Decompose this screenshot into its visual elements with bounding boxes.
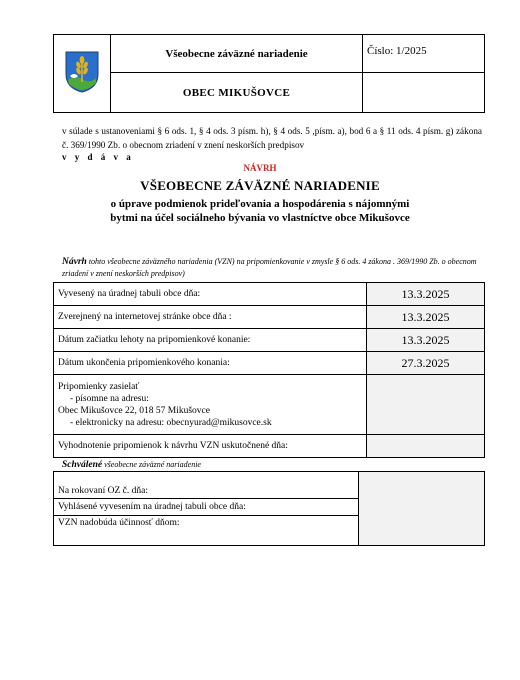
regulation-title: VŠEOBECNE ZÁVÄZNÉ NARIADENIE — [140, 178, 380, 193]
header-empty-cell — [363, 73, 485, 113]
coat-of-arms-icon — [64, 50, 100, 94]
email-address[interactable]: - elektronicky na adresu: obecnyurad@mikusovce.sk — [70, 417, 272, 428]
draft-note — [62, 256, 482, 279]
coat-of-arms-cell — [54, 35, 111, 113]
table-row — [54, 283, 485, 306]
municipality-name: OBEC MIKUŠOVCE — [111, 73, 363, 113]
header-table — [53, 34, 485, 113]
draft-note-lead: Návrh — [62, 257, 87, 267]
send-comments-line: - písomne na adresu: — [70, 393, 149, 404]
empty-cell — [359, 472, 485, 546]
row-label: Zverejnený na internetovej stránke obce dňa : — [54, 306, 367, 329]
row-date: 27.3.2025 — [367, 352, 485, 375]
row-label: Vyhodnotenie pripomienok k návrhu VZN uskutočnené dňa: — [54, 435, 367, 458]
row-label: Vyhlásené vyvesením na úradnej tabuli obce dňa: — [54, 499, 359, 516]
approval-table — [53, 471, 485, 546]
legal-basis-text: v súlade s ustanoveniami § 6 ods. 1, § 4 ods. 3 písm. h), § 4 ods. 5 ,písm. a), bod 6 a § 11 ods. 4 písm. g) zákona č. 369/1990 Zb. o obecnom zriadení v znení neskorších predpisov — [62, 126, 482, 150]
row-label: Vyvesený na úradnej tabuli obce dňa: — [54, 283, 367, 306]
row-label: VZN nadobúda účinnosť dňom: — [54, 516, 359, 546]
table-row — [54, 435, 485, 458]
issues-label: v y d á v a — [62, 152, 134, 162]
send-comments-cell — [54, 375, 367, 435]
table-row — [54, 375, 485, 435]
approved-heading — [62, 460, 201, 470]
table-row — [54, 329, 485, 352]
draft-label: NÁVRH — [243, 163, 277, 173]
approved-lead: Schválené — [62, 460, 103, 470]
table-row — [54, 352, 485, 375]
comment-procedure-table — [53, 282, 485, 458]
table-row — [54, 472, 485, 499]
row-label: Dátum začiatku lehoty na pripomienkové konanie: — [54, 329, 367, 352]
send-comments-label: Pripomienky zasielať — [58, 381, 140, 392]
empty-cell — [367, 375, 485, 435]
document-number: Číslo: 1/2025 — [363, 35, 485, 73]
row-date: 13.3.2025 — [367, 329, 485, 352]
row-date: 13.3.2025 — [367, 283, 485, 306]
row-label: Dátum ukončenia pripomienkového konania: — [54, 352, 367, 375]
empty-cell — [367, 435, 485, 458]
table-row — [54, 306, 485, 329]
document-type-title: Všeobecne záväzné nariadenie — [111, 35, 363, 73]
draft-note-text: tohto všeobecne záväzného nariadenia (VZN) na pripomienkovanie v zmysle § 6 ods. 4 zákona . 369/1990 Zb. o obecnom zriadení v znení neskorších predpisov) — [62, 257, 477, 278]
row-label: Na rokovaní OZ č. dňa: — [54, 472, 359, 499]
regulation-subtitle: o úprave podmienok prideľovania a hospodárenia s nájomnými bytmi na účel sociálneho bývania vo vlastníctve obce Mikušovce — [110, 198, 410, 224]
approved-text: všeobecne záväzné nariadenie — [102, 460, 201, 469]
postal-address: Obec Mikušovce 22, 018 57 Mikušovce — [58, 405, 210, 416]
row-date: 13.3.2025 — [367, 306, 485, 329]
